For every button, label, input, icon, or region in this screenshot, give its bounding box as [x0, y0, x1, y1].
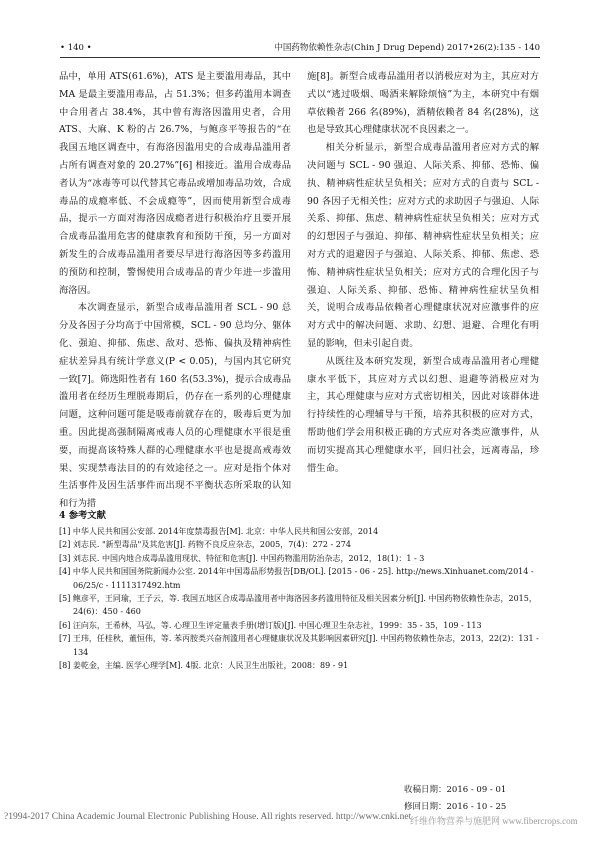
body-paragraph: 品中，单用 ATS(61.6%)，ATS 是主要滥用毒品，其中 MA 是最主要滥用毒品，占 51.3%；但多药滥用本调查中合用者占 38.4%，其中曾有海洛因滥用史者，合用 ATS、大麻、K 粉的占 26.7%，与鲍彦平等报告的“在我国五地区调查中，有海洛因滥用史的合成毒品滥用者占所有调查对象的 20.27%”[6] 相接近。滥用合成毒品者认为“冰毒等可以代替其它毒品或增加毒品功效，合成毒品的成瘾率低、不会成瘾等”，因而使用新型合成毒品，提示一方面对海洛因成瘾者进行积极治疗且要开展合成毒品滥用危害的健康教育和预防干预，另一方面对新发生的合成毒品滥用者要尽早进行海洛因等多药滥用的预防和控制，警惕使用合成毒品的青少年进一步滥用海洛因。: [59, 71, 291, 296]
reference-item: [5] 鲍彦平，王同瑜，王子云，等. 我国五地区合成毒品滥用者中海洛因多药滥用特征及相关因素分析[J]. 中国药物依赖性杂志，2015，24(6)：450 - 460: [59, 594, 537, 617]
received-date: 收稿日期：2016 - 09 - 01: [404, 785, 507, 795]
body-paragraph: 本次调查显示，新型合成毒品滥用者 SCL - 90 总分及各因子分均高于中国常模，SCL - 90 总均分、躯体化、强迫、抑郁、焦虑、敌对、恐怖、偏执及精神病性症状差异具有统计学意义(P < 0.05)，与国内其它研究一致[7]。筛选阳性者有 160 名(53.3%)，提示合成毒品滥用者在经历生理脱毒期后，仍存在一系列的心理健康问题，这种问题可能是吸毒前就存在的，吸毒后更为加重。因此提高强制隔离戒毒人员的心理健康水平很是重要，而提高该特殊人群的心理健康水平也是提高戒毒效果、实现禁毒法目的的有效途径之一。应对是指个体对生活事件及因生活事件而出现不平衡状态所采取的认知和行为措: [59, 302, 291, 510]
reference-list: [59, 525, 541, 672]
reference-item: [1] 中华人民共和国公安部. 2014年度禁毒报告[M]. 北京：中华人民共和国公安部，2014: [59, 527, 379, 536]
reference-item: [3] 刘志民. 中国内地合成毒品滥用现状、特征和危害[J]. 中国药物滥用防治杂志，2012，18(1)：1 - 3: [59, 553, 425, 563]
reference-item: [6] 汪向东，王希林，马弘，等. 心理卫生评定量表手册(增订版)[J]. 中国心理卫生杂志社，1999：35 - 35，109 - 113: [59, 620, 482, 630]
reference-item: [8] 姜乾金，主编. 医学心理学[M]. 4版. 北京：人民卫生出版社，2008：89 - 91: [59, 661, 349, 671]
reference-item: [4] 中华人民共和国国务院新闻办公室. 2014年中国毒品形势报告[DB/OL]. [2015 - 06 - 25]. http://news.Xinhuanet.com/2014 - 06/25/c - 1111317492.htm: [59, 567, 534, 590]
page-number: • 140 •: [60, 43, 92, 53]
site-watermark: 纤维作物营养与施肥网 www.fibercrops.com: [410, 816, 578, 826]
copyright-notice: ?1994-2017 China Academic Journal Electronic Publishing House. All rights reserved. http://www.cnki.net: [4, 812, 412, 822]
reference-item: [7] 王玮，任桂秋，董恒伟，等. 苯丙胺类兴奋剂滥用者心理健康状况及其影响因素研究[J]. 中国药物依赖性杂志，2013，22(2)：131 - 134: [59, 634, 539, 657]
references-heading: 4 参考文献: [59, 510, 106, 521]
header-rule: [60, 57, 540, 58]
article-dates: [404, 782, 544, 816]
right-column: [307, 68, 539, 477]
body-paragraph: 施[8]。新型合成毒品滥用者以消极应对为主，其应对方式以“逃过吸烟、喝酒来解除烦恼”为主，本研究中有烟草依赖者 266 名(89%)，酒精依赖者 84 名(28%)，这也是导致其心理健康状况不良因素之一。: [307, 71, 539, 136]
reference-item: [2] 刘志民. "新型毒品"及其危害[J]. 药物不良反应杂志，2005，7(4)：272 - 274: [59, 540, 351, 550]
journal-citation: 中国药物依赖性杂志(Chin J Drug Depend) 2017•26(2):135 - 140: [274, 43, 540, 53]
left-column: [59, 68, 291, 513]
body-paragraph: 从既往及本研究发现，新型合成毒品滥用者心理健康水平低下，其应对方式以幻想、退避等消极应对为主，其心理健康与应对方式密切相关，因此对该群体进行持续性的心理辅导与干预，培养其积极的应对方式，帮助他们学会用积极正确的方式应对各类应激事件，从而切实提高其心理健康水平，回归社会，远离毒品，珍惜生命。: [307, 355, 539, 474]
body-paragraph: 相关分析显示，新型合成毒品滥用者应对方式的解决问题与 SCL - 90 强迫、人际关系、抑郁、恐怖、偏执、精神病性症状呈负相关；应对方式的自责与 SCL - 90 各因子无相关性；应对方式的求助因子与强迫、人际关系、抑郁、焦虑、精神病性症状呈负相关；应对方式的幻想因子与强迫、抑郁、精神病性症状呈负相关；应对方式的退避因子与强迫、人际关系、抑郁、焦虑、恐怖、精神病性症状呈负相关；应对方式的合理化因子与强迫、人际关系、抑郁、恐怖、精神病性症状呈负相关，说明合成毒品依赖者心理健康状况对应激事件的应对方式中的解决问题、求助、幻想、退避、合理化有明显的影响，但未引起自责。: [307, 142, 539, 349]
revised-date: 修回日期：2016 - 10 - 25: [404, 802, 507, 812]
